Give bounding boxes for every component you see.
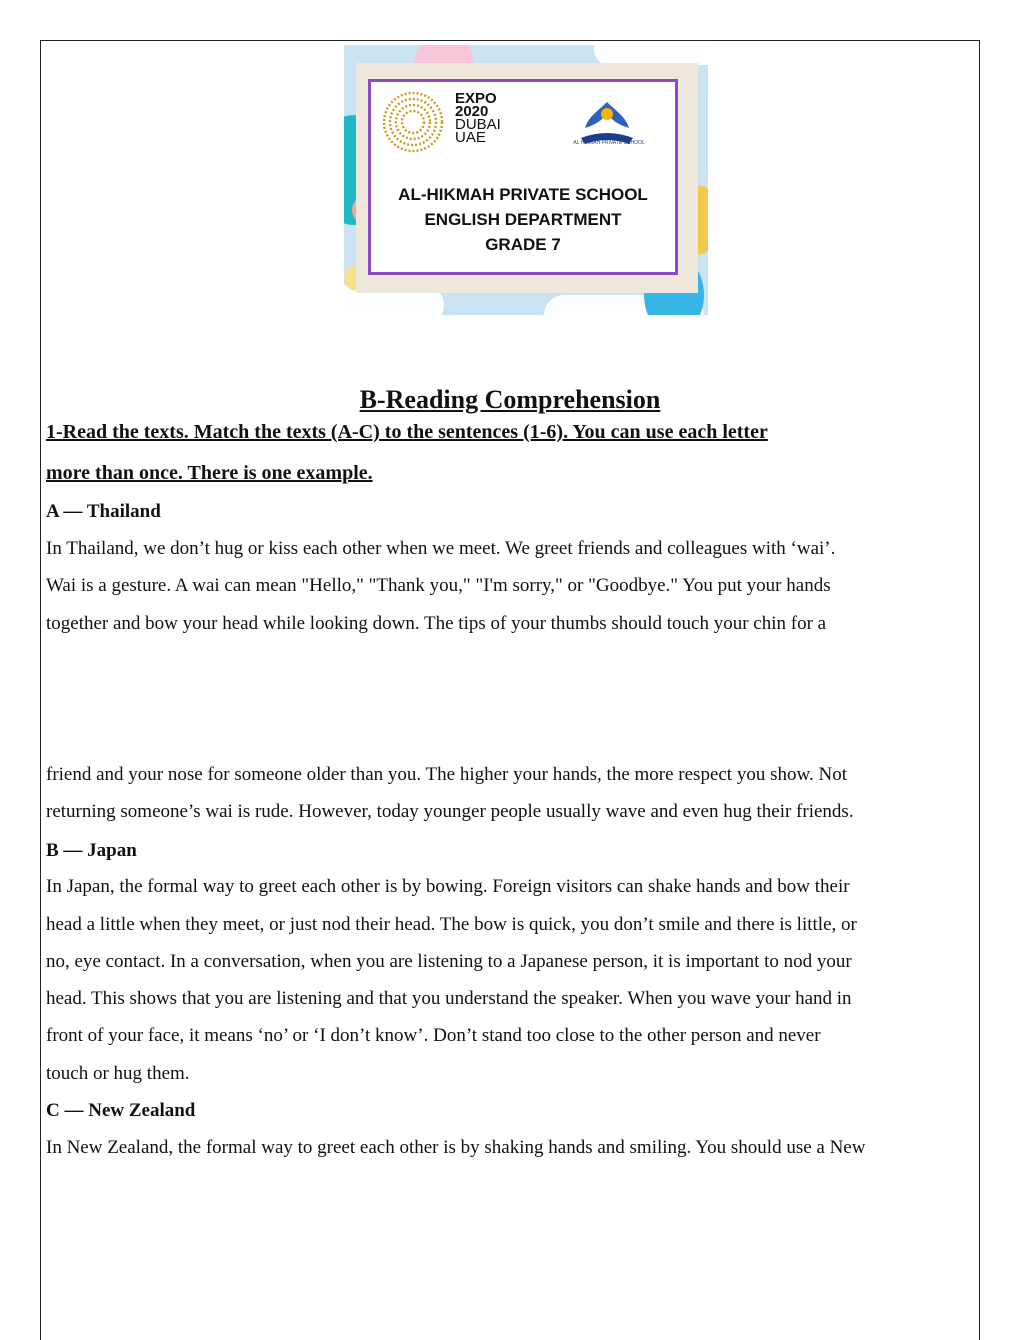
expo-2020-logo xyxy=(381,90,445,154)
banner-school-name: AL-HIKMAH PRIVATE SCHOOL xyxy=(398,185,648,204)
school-banner xyxy=(344,45,708,315)
text-b-heading: B — Japan xyxy=(46,840,137,861)
section-title: B-Reading Comprehension xyxy=(359,385,661,414)
text-b-line: In Japan, the formal way to greet each other is by bowing. Foreign visitors can shake hands and bow their xyxy=(46,876,850,897)
instruction-line-2: more than once. There is one example. xyxy=(46,462,373,484)
banner-frame xyxy=(356,63,698,293)
school-crest-caption: AL HIKMAH PRIVATE SCHOOL xyxy=(573,140,645,146)
text-a-line: friend and your nose for someone older than you. The higher your hands, the more respect you show. Not xyxy=(46,764,847,785)
text-a-line: together and bow your head while looking down. The tips of your thumbs should touch your chin for a xyxy=(46,613,827,634)
text-a-line: In Thailand, we don’t hug or kiss each other when we meet. We greet friends and colleagues with ‘wai’. xyxy=(46,538,836,559)
text-c-line: In New Zealand, the formal way to greet each other is by shaking hands and smiling. You should use a New xyxy=(46,1137,866,1158)
text-b-line: head. This shows that you are listening and that you understand the speaker. When you wave your hand in xyxy=(46,988,852,1009)
text-a-heading: A — Thailand xyxy=(46,501,161,522)
school-crest-icon xyxy=(567,94,647,158)
text-a-line: Wai is a gesture. A wai can mean "Hello," "Thank you," "I'm sorry," or "Goodbye." You put your hands xyxy=(46,575,831,596)
expo-2020-wordmark: EXPO 2020 DUBAI UAE xyxy=(455,90,501,146)
banner-grade: GRADE 7 xyxy=(485,235,561,254)
text-a-line: returning someone’s wai is rude. However, today younger people usually wave and even hug their friends. xyxy=(46,801,854,822)
banner-department: ENGLISH DEPARTMENT xyxy=(424,210,622,229)
text-b-line: no, eye contact. In a conversation, when you are listening to a Japanese person, it is important to nod your xyxy=(46,951,852,972)
text-b-line: head a little when they meet, or just nod their head. The bow is quick, you don’t smile and there is little, or xyxy=(46,914,857,935)
banner-inner-box xyxy=(368,79,678,275)
banner-title xyxy=(371,182,675,257)
instruction-line-1: 1-Read the texts. Match the texts (A-C) to the sentences (1-6). You can use each letter xyxy=(46,421,768,443)
text-c-heading: C — New Zealand xyxy=(46,1100,196,1121)
text-b-line: touch or hug them. xyxy=(46,1063,190,1084)
text-b-line: front of your face, it means ‘no’ or ‘I don’t know’. Don’t stand too close to the other person and never xyxy=(46,1025,821,1046)
